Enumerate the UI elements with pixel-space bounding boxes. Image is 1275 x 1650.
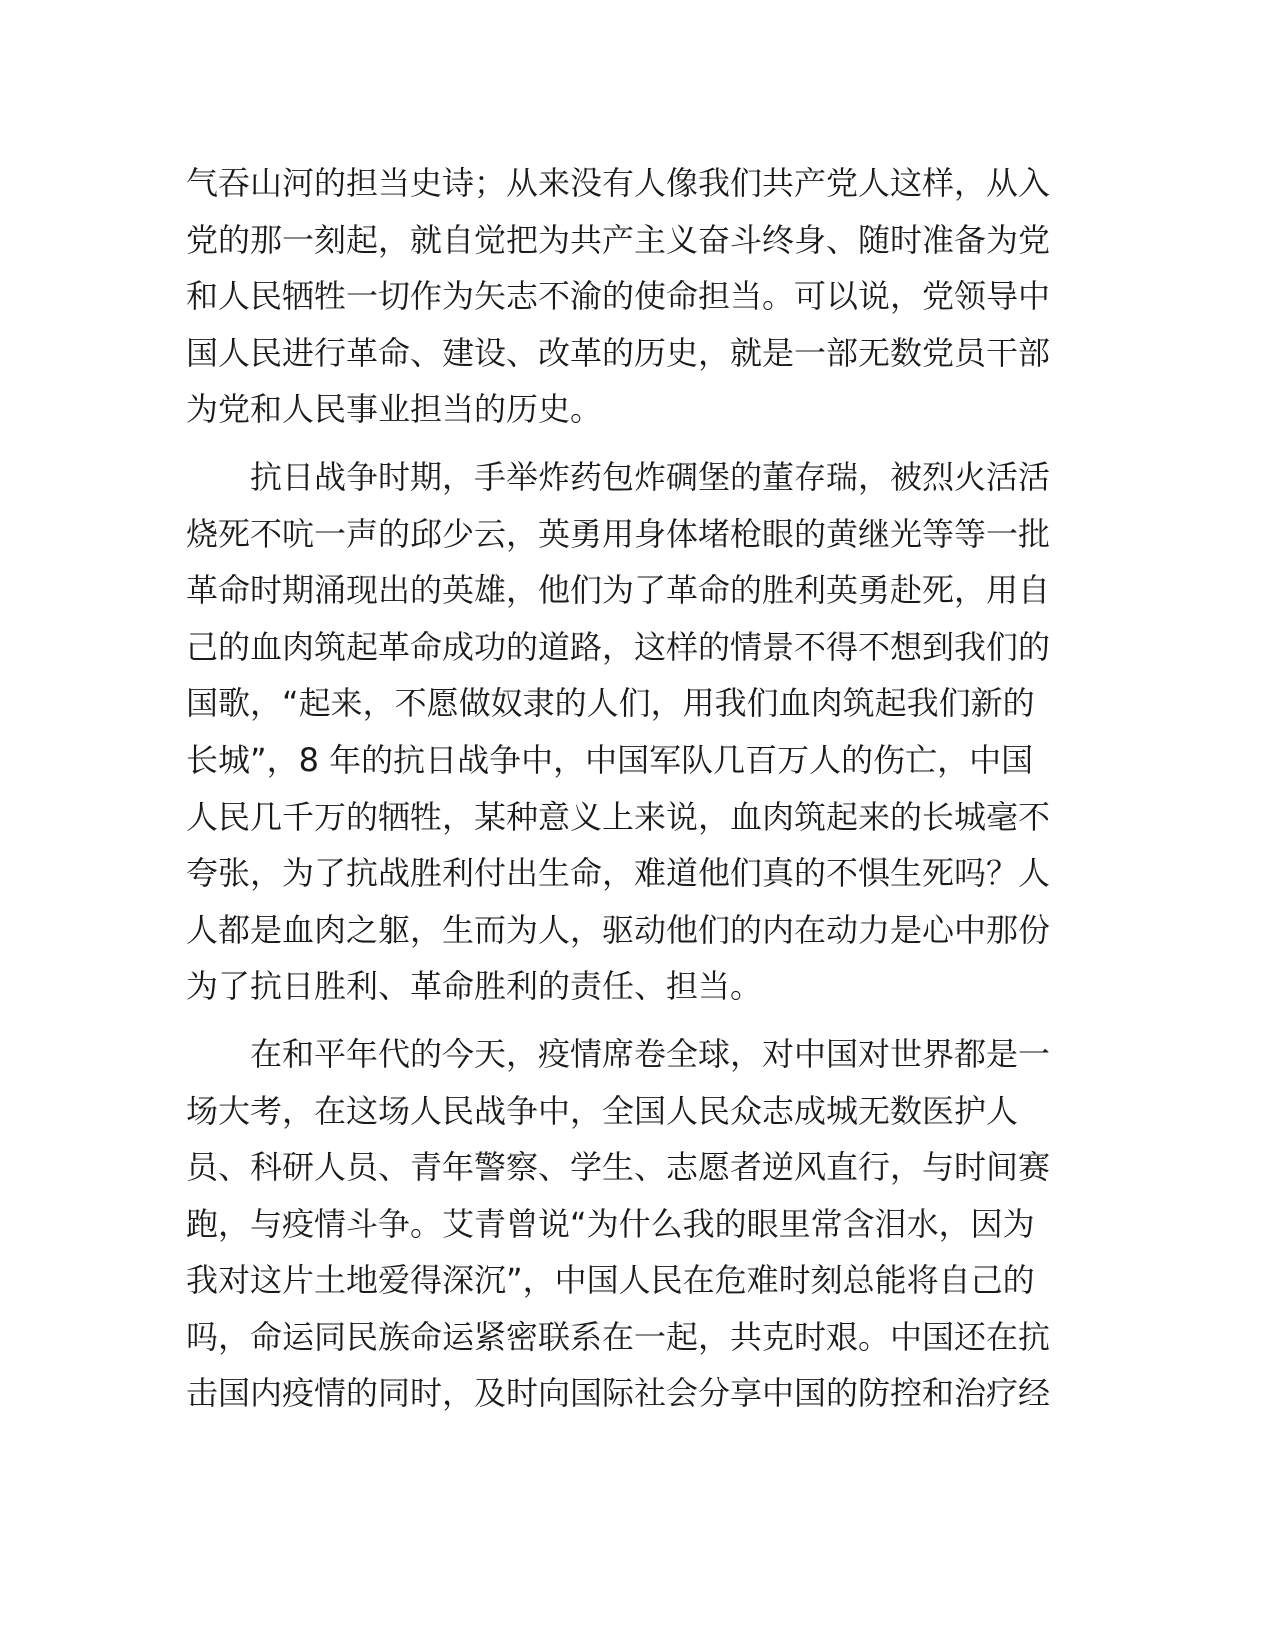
text-line: 党的那一刻起，就自觉把为共产主义奋斗终身、随时准备为党 (186, 220, 1051, 259)
text-line: 抗日战争时期，手举炸药包炸碉堡的董存瑞，被烈火活活 (186, 457, 1051, 496)
text-line: 击国内疫情的同时，及时向国际社会分享中国的防控和治疗经 (186, 1374, 1051, 1413)
text-line: 在和平年代的今天，疫情席卷全球，对中国对世界都是一 (186, 1034, 1051, 1073)
text-line: 气吞山河的担当史诗；从来没有人像我们共产党人这样，从入 (186, 164, 1051, 202)
text-line: 员、科研人员、青年警察、学生、志愿者逆风直行，与时间赛 (186, 1148, 1051, 1187)
text-line: 人民几千万的牺牲，某种意义上来说，血肉筑起来的长城毫不 (186, 797, 1051, 836)
text-line: 国歌，“起来，不愿做奴隶的人们，用我们血肉筑起我们新的 (186, 684, 1035, 723)
text-line: 烧死不吭一声的邱少云，英勇用身体堵枪眼的黄继光等等一批 (186, 514, 1051, 553)
text-line: 我对这片土地爱得深沉”，中国人民在危难时刻总能将自己的 (186, 1261, 1035, 1300)
text-line: 场大考，在这场人民战争中，全国人民众志成城无数医护人 (186, 1091, 1019, 1130)
text-line: 己的血肉筑起革命成功的道路，这样的情景不得不想到我们的 (186, 627, 1051, 666)
text-line: 为党和人民事业担当的历史。 (186, 390, 603, 429)
text-line: 国人民进行革命、建设、改革的历史，就是一部无数党员干部 (186, 333, 1051, 372)
text-line: 夸张，为了抗战胜利付出生命，难道他们真的不惧生死吗？人 (186, 854, 1051, 893)
body-text (186, 155, 1086, 1422)
text-line: 和人民牺牲一切作为矢志不渝的使命担当。可以说，党领导中 (186, 277, 1051, 316)
text-line: 人都是血肉之躯，生而为人，驱动他们的内在动力是心中那份 (186, 910, 1051, 949)
text-line: 长城”，8 年的抗日战争中，中国军队几百万人的伤亡，中国 (186, 740, 1034, 779)
text-line: 吗，命运同民族命运紧密联系在一起，共克时艰。中国还在抗 (186, 1317, 1051, 1356)
text-line: 为了抗日胜利、革命胜利的责任、担当。 (186, 967, 763, 1006)
paragraph-gap (186, 438, 1086, 449)
text-line: 跑，与疫情斗争。艾青曾说“为什么我的眼里常含泪水，因为 (186, 1204, 1035, 1243)
text-line: 革命时期涌现出的英雄，他们为了革命的胜利英勇赴死，用自 (186, 571, 1051, 610)
paragraph-gap (186, 1015, 1086, 1026)
